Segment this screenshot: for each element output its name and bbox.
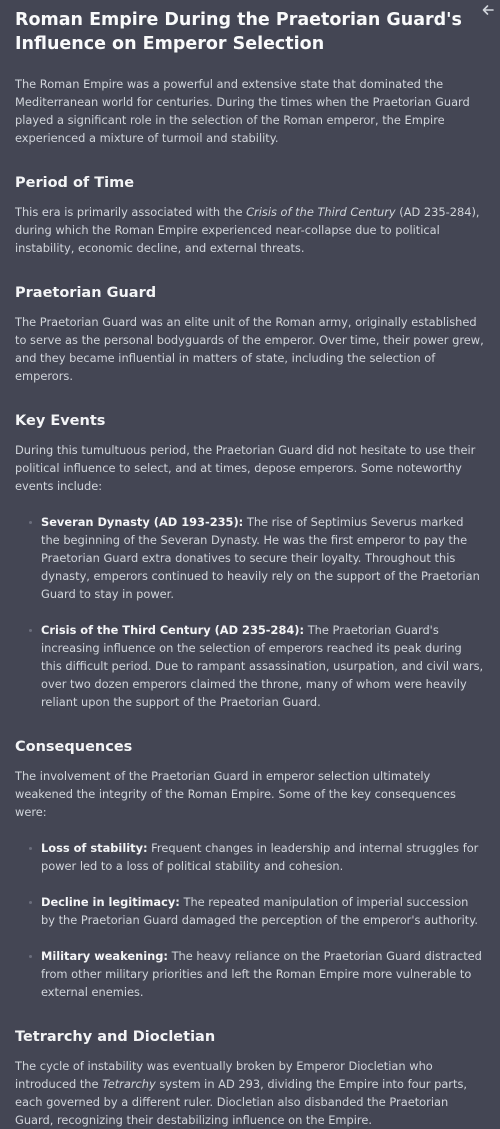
tetrarchy-text-em: Tetrarchy <box>102 1077 156 1091</box>
list-item-text: Frequent changes in leadership and internal struggles for power led to a loss of political stability and cohesion. <box>41 841 479 873</box>
list-item-label: Severan Dynasty (AD 193-235): <box>41 515 244 529</box>
guard-paragraph: The Praetorian Guard was an elite unit of the Roman army, originally established to serve as the personal bodyguards of the emperor. Over time, their power grew, and they became influential in matters of state, including the selection of emperors. <box>15 315 484 383</box>
list-item-label: Military weakening: <box>41 949 168 963</box>
tetrarchy-text-before: The cycle of instability was eventually broken by Emperor Diocletian who introduced the <box>15 1059 433 1091</box>
section-heading-guard: Praetorian Guard <box>15 285 157 301</box>
tetrarchy-paragraph <box>15 1057 484 1129</box>
tetrarchy-text-after: system in AD 293, dividing the Empire into four parts, each governed by a different ruler. Diocletian also disbanded the Praetorian Guard, recognizing their destabilizing influence on the Empire. <box>15 1077 468 1127</box>
list-item-label: Loss of stability: <box>41 841 148 855</box>
list-item-text: The rise of Septimius Severus marked the beginning of the Severan Dynasty. He was the first emperor to pay the Praetorian Guard extra donatives to secure their loyalty. Throughout this dynasty, emperors continued to heavily rely on the support of the Praetorian Guard to stay in power. <box>41 515 480 601</box>
events-intro: During this tumultuous period, the Praetorian Guard did not hesitate to use their political influence to select, and at times, depose emperors. Some noteworthy events include: <box>15 443 476 493</box>
list-item-label: Crisis of the Third Century (AD 235-284): <box>41 623 305 637</box>
list-item-text: The heavy reliance on the Praetorian Guard distracted from other military priorities and left the Roman Empire more vulnerable to external enemies. <box>41 949 482 999</box>
back-arrow-icon[interactable] <box>480 2 496 18</box>
list-item-text: The repeated manipulation of imperial succession by the Praetorian Guard damaged the perception of the emperor's authority. <box>41 895 478 927</box>
consequences-list <box>15 839 484 1001</box>
section-heading-events: Key Events <box>15 413 106 429</box>
consequences-intro: The involvement of the Praetorian Guard in emperor selection ultimately weakened the integrity of the Roman Empire. Some of the key consequences were: <box>15 769 456 819</box>
section-heading-consequences: Consequences <box>15 739 133 755</box>
list-item <box>15 839 484 875</box>
list-item <box>15 893 484 929</box>
period-paragraph <box>15 203 484 257</box>
intro-paragraph: The Roman Empire was a powerful and extensive state that dominated the Mediterranean world for centuries. During the times when the Praetorian Guard played a significant role in the selection of the Roman emperor, the Empire experienced a mixture of turmoil and stability. <box>15 77 470 145</box>
period-text-before: This era is primarily associated with the <box>15 205 247 219</box>
section-heading-period: Period of Time <box>15 175 135 191</box>
period-text-em: Crisis of the Third Century <box>246 205 396 219</box>
list-item-label: Decline in legitimacy: <box>41 895 180 909</box>
list-item <box>15 621 484 711</box>
page-title: Roman Empire During the Praetorian Guard's Influence on Emperor Selection <box>15 10 462 54</box>
section-heading-tetrarchy: Tetrarchy and Diocletian <box>15 1029 216 1045</box>
list-item-text: The Praetorian Guard's increasing influence on the selection of emperors reached its peak during this difficult period. Due to rampant assassination, usurpation, and civil wars, over two dozen emperors claimed the throne, many of whom were heavily reliant upon the support of the Praetorian Guard. <box>41 623 484 709</box>
events-list <box>15 513 484 711</box>
list-item <box>15 513 484 603</box>
period-text-after: (AD 235-284), during which the Roman Empire experienced near-collapse due to political instability, economic decline, and external threats. <box>15 205 480 255</box>
list-item <box>15 947 484 1001</box>
